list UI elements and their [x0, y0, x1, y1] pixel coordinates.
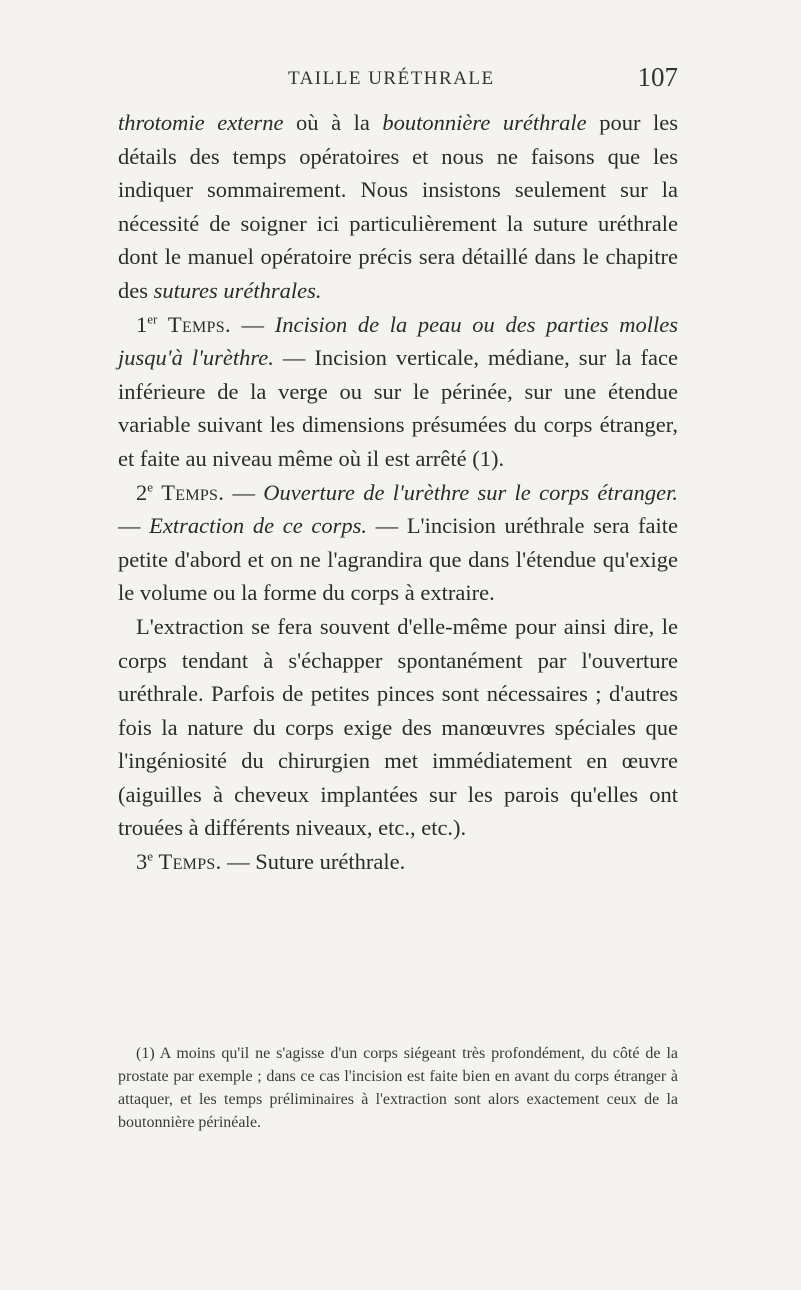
- ordinal-suffix: e: [147, 479, 154, 495]
- dash: —: [118, 513, 150, 539]
- text-run: où à la: [283, 110, 383, 135]
- ordinal-suffix: er: [147, 311, 158, 327]
- paragraph-step-2: [118, 476, 678, 610]
- step-number: 2: [136, 479, 148, 505]
- step-label: Temps.: [153, 479, 225, 505]
- step-text: — L'incision uréthrale sera faite petite d'abord et on ne l'agrandira que dans l'étendue qu'exige le volume ou la forme du corps à extraire.: [118, 513, 678, 606]
- step-label: Temps.: [157, 311, 231, 337]
- ordinal-suffix: e: [147, 848, 154, 864]
- step-title: Incision de la peau ou des parties molles jusqu'à l'urèthre.: [118, 311, 679, 371]
- step-number: 1: [136, 311, 148, 337]
- dash: —: [224, 479, 264, 505]
- paragraph-step-3: [118, 845, 678, 879]
- running-head: [118, 62, 678, 98]
- step-number: 3: [136, 849, 148, 875]
- step-label: Temps.: [153, 849, 222, 875]
- step-subtitle: Extraction de ce corps.: [149, 513, 367, 539]
- step-text: — Suture uréthrale.: [221, 849, 406, 875]
- footnote: (1) A moins qu'il ne s'agisse d'un corps siégeant très profondément, du côté de la prostate par exemple ; dans ce cas l'incision est faite bien en avant du corps étranger à attaquer, et les temps préliminaires à l'extraction sont alors exactement ceux de la boutonnière périnéale.: [118, 1045, 678, 1131]
- running-title: TAILLE URÉTHRALE: [288, 68, 495, 89]
- paragraph-extraction: L'extraction se fera souvent d'elle-même pour ainsi dire, le corps tendant à s'échapper spontanément par l'ouverture uréthrale. Parfois de petites pinces sont nécessaires ; d'autres fois la nature du corps exige des manœuvres spéciales que l'ingéniosité du chirurgien met immédiatement en œuvre (aiguilles à cheveux implantées sur les parois qu'elles ont trouées à différents niveaux, etc., etc.).: [118, 613, 678, 841]
- paragraph-step-1: [118, 308, 678, 476]
- body-text: [118, 106, 678, 879]
- italic-term: boutonnière uréthrale: [382, 110, 587, 135]
- italic-term: throtomie externe: [118, 110, 284, 135]
- dash: —: [230, 311, 275, 337]
- step-text: — Incision verticale, médiane, sur la face inférieure de la verge ou sur le périnée, sur une étendue variable suivant les dimensions présumées du corps étranger, et faite au niveau même où il est arrêté (1).: [118, 345, 678, 471]
- text-run: pour les détails des temps opératoires et nous ne faisons que les indiquer sommairement. Nous insistons seulement sur la nécessité de soigner ici particulièrement la suture uréthrale dont le manuel opératoire précis sera détaillé dans le chapitre des: [118, 110, 678, 303]
- step-title: Ouverture de l'urèthre sur le corps étranger.: [263, 479, 678, 505]
- paragraph-1: [118, 106, 678, 308]
- italic-term: sutures uréthrales.: [153, 277, 322, 303]
- page-number: 107: [637, 62, 678, 92]
